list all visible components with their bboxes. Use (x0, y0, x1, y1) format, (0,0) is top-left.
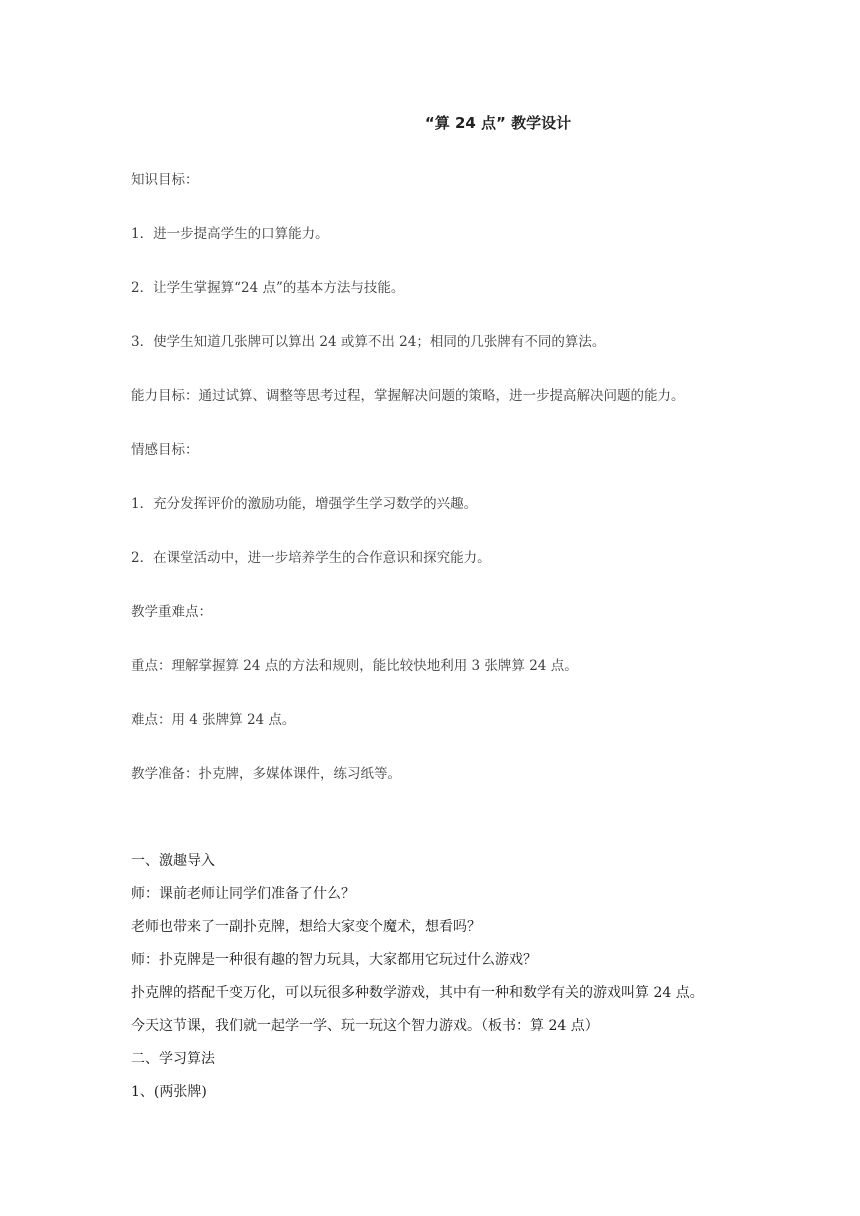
key-point: 重点：理解掌握算 24 点的方法和规则，能比较快地利用 3 张牌算 24 点。 (131, 658, 578, 674)
key-points-heading: 教学重难点： (131, 604, 212, 620)
section-2-heading: 二、学习算法 (131, 1051, 215, 1067)
knowledge-goals-heading: 知识目标： (131, 172, 199, 188)
paragraph-line: 扑克牌的搭配千变万化，可以玩很多种数学游戏，其中有一种和数学有关的游戏叫算 24 点。 (131, 985, 704, 1001)
knowledge-goal-2: 2．让学生掌握算“24 点”的基本方法与技能。 (131, 280, 405, 296)
subsection-heading: 1、(两张牌) (131, 1084, 207, 1100)
section-1-heading: 一、激趣导入 (131, 853, 215, 869)
emotion-goals-heading: 情感目标： (131, 442, 199, 458)
knowledge-goal-3: 3．使学生知道几张牌可以算出 24 或算不出 24；相同的几张牌有不同的算法。 (131, 334, 606, 350)
paragraph-line: 师：扑克牌是一种很有趣的智力玩具，大家都用它玩过什么游戏？ (131, 952, 537, 968)
paragraph-line: 今天这节课，我们就一起学一学、玩一玩这个智力游戏。（板书：算 24 点） (131, 1018, 599, 1034)
difficult-point: 难点：用 4 张牌算 24 点。 (131, 712, 296, 728)
paragraph-line: 师：课前老师让同学们准备了什么？ (131, 886, 355, 902)
emotion-goal-1: 1．充分发挥评价的激励功能，增强学生学习数学的兴趣。 (131, 496, 478, 512)
paragraph-line: 老师也带来了一副扑克牌，想给大家变个魔术，想看吗？ (131, 919, 481, 935)
ability-goal: 能力目标：通过试算、调整等思考过程，掌握解决问题的策略，进一步提高解决问题的能力。 (131, 388, 685, 404)
document-title: “算 24 点” 教学设计 (424, 114, 572, 132)
teaching-preparation: 教学准备：扑克牌，多媒体课件，练习纸等。 (131, 766, 401, 782)
knowledge-goal-1: 1．进一步提高学生的口算能力。 (131, 226, 329, 242)
emotion-goal-2: 2．在课堂活动中，进一步培养学生的合作意识和探究能力。 (131, 550, 491, 566)
